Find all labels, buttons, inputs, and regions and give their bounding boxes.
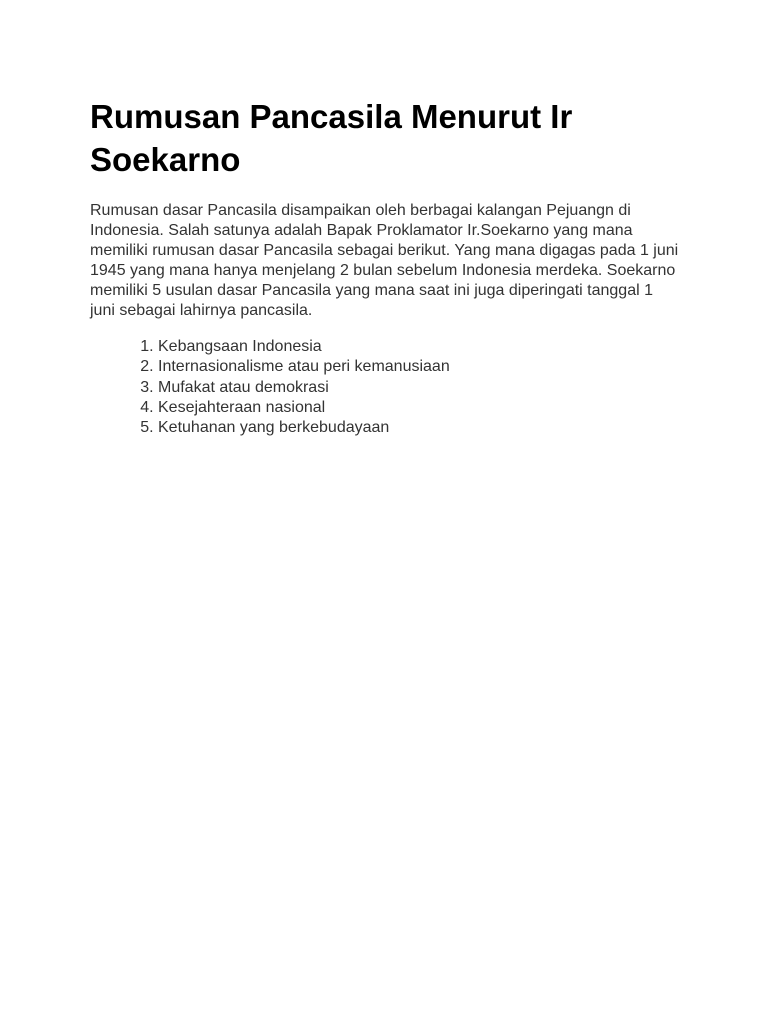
intro-paragraph: Rumusan dasar Pancasila disampaikan oleh berbagai kalangan Pejuangn di Indonesia. Salah satunya adalah Bapak Proklamator Ir.Soekarno yang mana memiliki rumusan dasar Pancasila sebagai berikut. Yang mana digagas pada 1 juni 1945 yang mana hanya menjelang 2 bulan sebelum Indonesia merdeka. Soekarno memiliki 5 usulan dasar Pancasila yang mana saat ini juga diperingati tanggal 1 juni sebagai lahirnya pancasila. bbox=[90, 202, 679, 319]
list-item: 2. Internasionalisme atau peri kemanusiaan bbox=[158, 357, 680, 377]
list-item: 4. Kesejahteraan nasional bbox=[158, 398, 680, 418]
document-title: Rumusan Pancasila Menurut Ir Soekarno bbox=[90, 98, 573, 178]
list-item: 5. Ketuhanan yang berkebudayaan bbox=[158, 418, 680, 438]
pancasila-list bbox=[90, 337, 680, 438]
list-item: 1. Kebangsaan Indonesia bbox=[158, 337, 680, 357]
document-content bbox=[90, 95, 680, 438]
list-item: 3. Mufakat atau demokrasi bbox=[158, 378, 680, 398]
